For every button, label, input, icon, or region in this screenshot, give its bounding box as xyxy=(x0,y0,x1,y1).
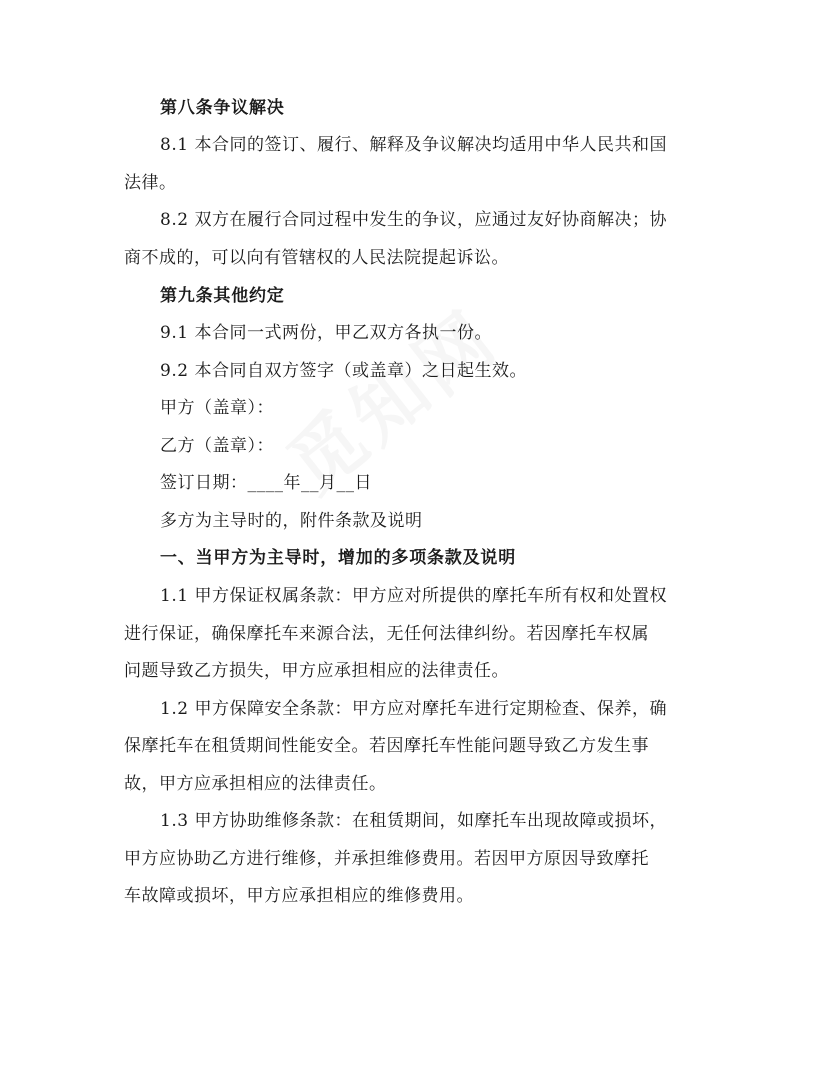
paragraph-line: 车故障或损坏，甲方应承担相应的维修费用。 xyxy=(124,886,474,906)
appendix-section-heading: 一、当甲方为主导时，增加的多项条款及说明 xyxy=(160,548,516,568)
watermark xyxy=(263,245,598,556)
paragraph-line: 8.1 本合同的签订、履行、解释及争议解决均适用中华人民共和国 xyxy=(160,135,667,155)
paragraph-line: 甲方应协助乙方进行维修，并承担维修费用。若因甲方原因导致摩托 xyxy=(124,849,649,869)
paragraph-line: 故，甲方应承担相应的法律责任。 xyxy=(124,774,387,794)
paragraph-line: 9.2 本合同自双方签字（或盖章）之日起生效。 xyxy=(160,361,527,381)
paragraph-line: 1.1 甲方保证权属条款：甲方应对所提供的摩托车所有权和处置权 xyxy=(160,586,667,606)
paragraph-line: 9.1 本合同一式两份，甲乙双方各执一份。 xyxy=(160,323,492,343)
paragraph-line: 1.2 甲方保障安全条款：甲方应对摩托车进行定期检查、保养，确 xyxy=(160,699,667,719)
signature-party-b: 乙方（盖章）： xyxy=(160,436,274,456)
section-heading-9: 第九条其他约定 xyxy=(160,286,285,306)
appendix-title: 多方为主导时的，附件条款及说明 xyxy=(160,511,423,531)
paragraph-line: 1.3 甲方协助维修条款：在租赁期间，如摩托车出现故障或损坏， xyxy=(160,811,667,831)
paragraph-line: 8.2 双方在履行合同过程中发生的争议，应通过友好协商解决；协 xyxy=(160,210,667,230)
section-heading-8: 第八条争议解决 xyxy=(160,98,285,118)
signing-date: 签订日期：____年__月__日 xyxy=(160,473,372,493)
signature-party-a: 甲方（盖章）： xyxy=(160,398,274,418)
paragraph-line: 商不成的，可以向有管辖权的人民法院提起诉讼。 xyxy=(124,248,509,268)
paragraph-line: 保摩托车在租赁期间性能安全。若因摩托车性能问题导致乙方发生事 xyxy=(124,736,649,756)
paragraph-line: 法律。 xyxy=(124,173,177,193)
paragraph-line: 问题导致乙方损失，甲方应承担相应的法律责任。 xyxy=(124,661,509,681)
paragraph-line: 进行保证，确保摩托车来源合法，无任何法律纠纷。若因摩托车权属 xyxy=(124,624,649,644)
